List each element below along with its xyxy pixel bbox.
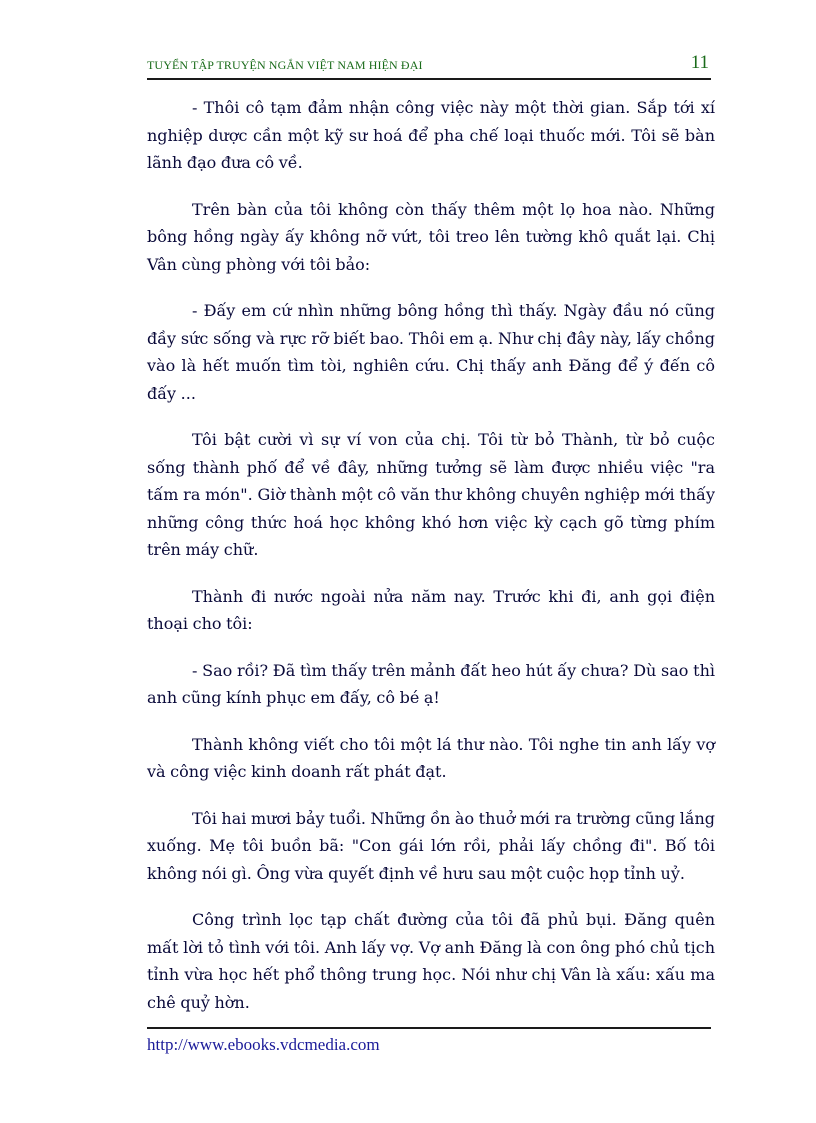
paragraph: - Sao rồi? Đã tìm thấy trên mảnh đất heo hút ấy chưa? Dù sao thì anh cũng kính phục em đấy, cô bé ạ!: [147, 660, 715, 707]
paragraph: Thành đi nước ngoài nửa năm nay. Trước khi đi, anh gọi điện thoại cho tôi:: [147, 586, 715, 633]
paragraph: Trên bàn của tôi không còn thấy thêm một lọ hoa nào. Những bông hồng ngày ấy không nỡ vứt, tôi treo lên tường khô quắt lại. Chị Vân cùng phòng với tôi bảo:: [147, 199, 715, 274]
page-footer: [147, 1027, 711, 1055]
paragraph: - Đấy em cứ nhìn những bông hồng thì thấy. Ngày đầu nó cũng đầy sức sống và rực rỡ biết bao. Thôi em ạ. Như chị đây này, lấy chồng vào là hết muốn tìm tòi, nghiên cứu. Chị thấy anh Đăng để ý đến cô đấy ...: [147, 301, 715, 403]
footer-url-link[interactable]: http://www.ebooks.vdcmedia.com: [147, 1035, 380, 1054]
paragraph: Tôi bật cười vì sự ví von của chị. Tôi từ bỏ Thành, từ bỏ cuộc sống thành phố để về đây, những tưởng sẽ làm được nhiều việc "ra tấm ra món". Giờ thành một cô văn thư không chuyên nghiệp mới thấy những công thức hoá học không khó hơn việc kỳ cạch gõ từng phím trên máy chữ.: [147, 430, 715, 559]
story-body: [147, 94, 715, 1035]
page-header: [147, 52, 711, 80]
paragraph: Tôi hai mươi bảy tuổi. Những ồn ào thuở mới ra trường cũng lắng xuống. Mẹ tôi buồn bã: "Con gái lớn rồi, phải lấy chồng đi". Bố tôi không nói gì. Ông vừa quyết định về hưu sau một cuộc họp tỉnh uỷ.: [147, 808, 715, 883]
paragraph: - Thôi cô tạm đảm nhận công việc này một thời gian. Sắp tới xí nghiệp dược cần một kỹ sư hoá để pha chế loại thuốc mới. Tôi sẽ bàn lãnh đạo đưa cô về.: [147, 98, 715, 172]
paragraph: Thành không viết cho tôi một lá thư nào. Tôi nghe tin anh lấy vợ và công việc kinh doanh rất phát đạt.: [147, 734, 715, 781]
page-number: 11: [690, 52, 709, 73]
paragraph: Công trình lọc tạp chất đường của tôi đã phủ bụi. Đăng quên mất lời tỏ tình với tôi. Anh lấy vợ. Vợ anh Đăng là con ông phó chủ tịch tỉnh vừa học hết phổ thông trung học. Nói như chị Vân là xấu: xấu ma chê quỷ hờn.: [147, 910, 715, 1012]
book-title: TUYỂN TẬP TRUYỆN NGẮN VIỆT NAM HIỆN ĐẠI: [147, 58, 423, 72]
